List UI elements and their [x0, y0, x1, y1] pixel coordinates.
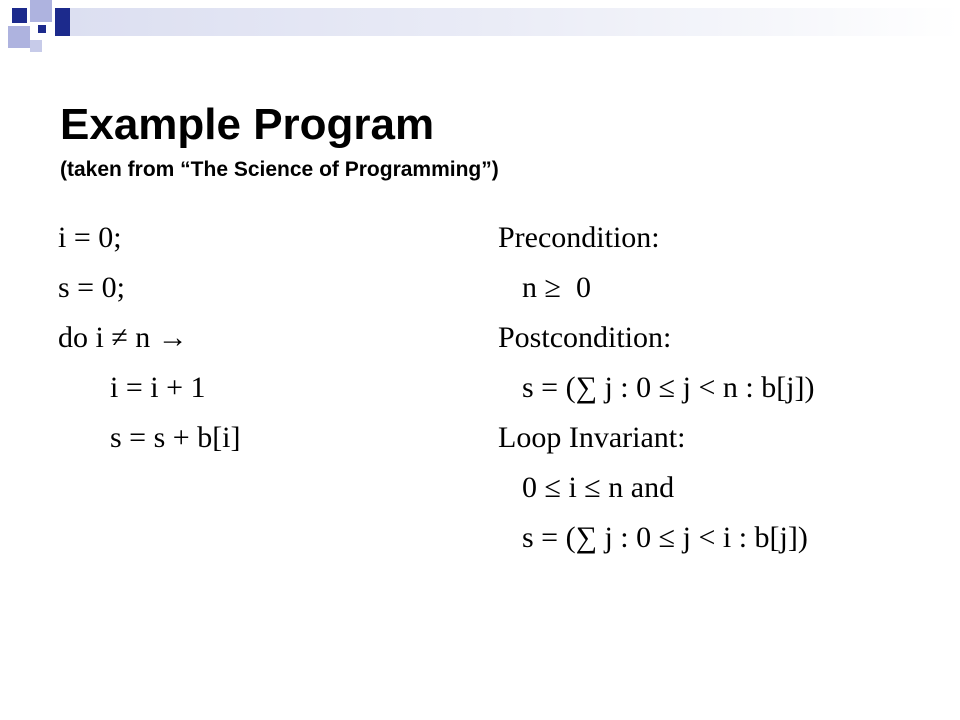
slide-subtitle: (taken from “The Science of Programming”): [60, 158, 499, 181]
decorative-header: [0, 0, 960, 50]
program-line: i = 0;: [58, 221, 122, 254]
program-line: i = i + 1: [110, 371, 206, 404]
condition-line: s = (∑ j : 0 ≤ j < i : b[j]): [522, 521, 808, 554]
lavender-square-top: [30, 0, 52, 22]
program-line: do i ≠ n →: [58, 321, 188, 354]
condition-line: Postcondition:: [498, 321, 672, 354]
condition-line: Loop Invariant:: [498, 421, 686, 454]
program-line: s = 0;: [58, 271, 125, 304]
condition-line: s = (∑ j : 0 ≤ j < n : b[j]): [522, 371, 815, 404]
navy-square-right: [55, 8, 70, 36]
navy-square-small: [38, 25, 46, 33]
navy-square-top-left: [12, 8, 27, 23]
lavender-square-left: [8, 26, 30, 48]
condition-line: n ≥ 0: [522, 271, 591, 304]
lavender-square-bottom: [30, 40, 42, 52]
slide-title: Example Program: [60, 100, 435, 149]
condition-line: 0 ≤ i ≤ n and: [522, 471, 675, 504]
header-gradient-bar: [70, 8, 960, 36]
condition-line: Precondition:: [498, 221, 660, 254]
program-line: s = s + b[i]: [110, 421, 241, 454]
